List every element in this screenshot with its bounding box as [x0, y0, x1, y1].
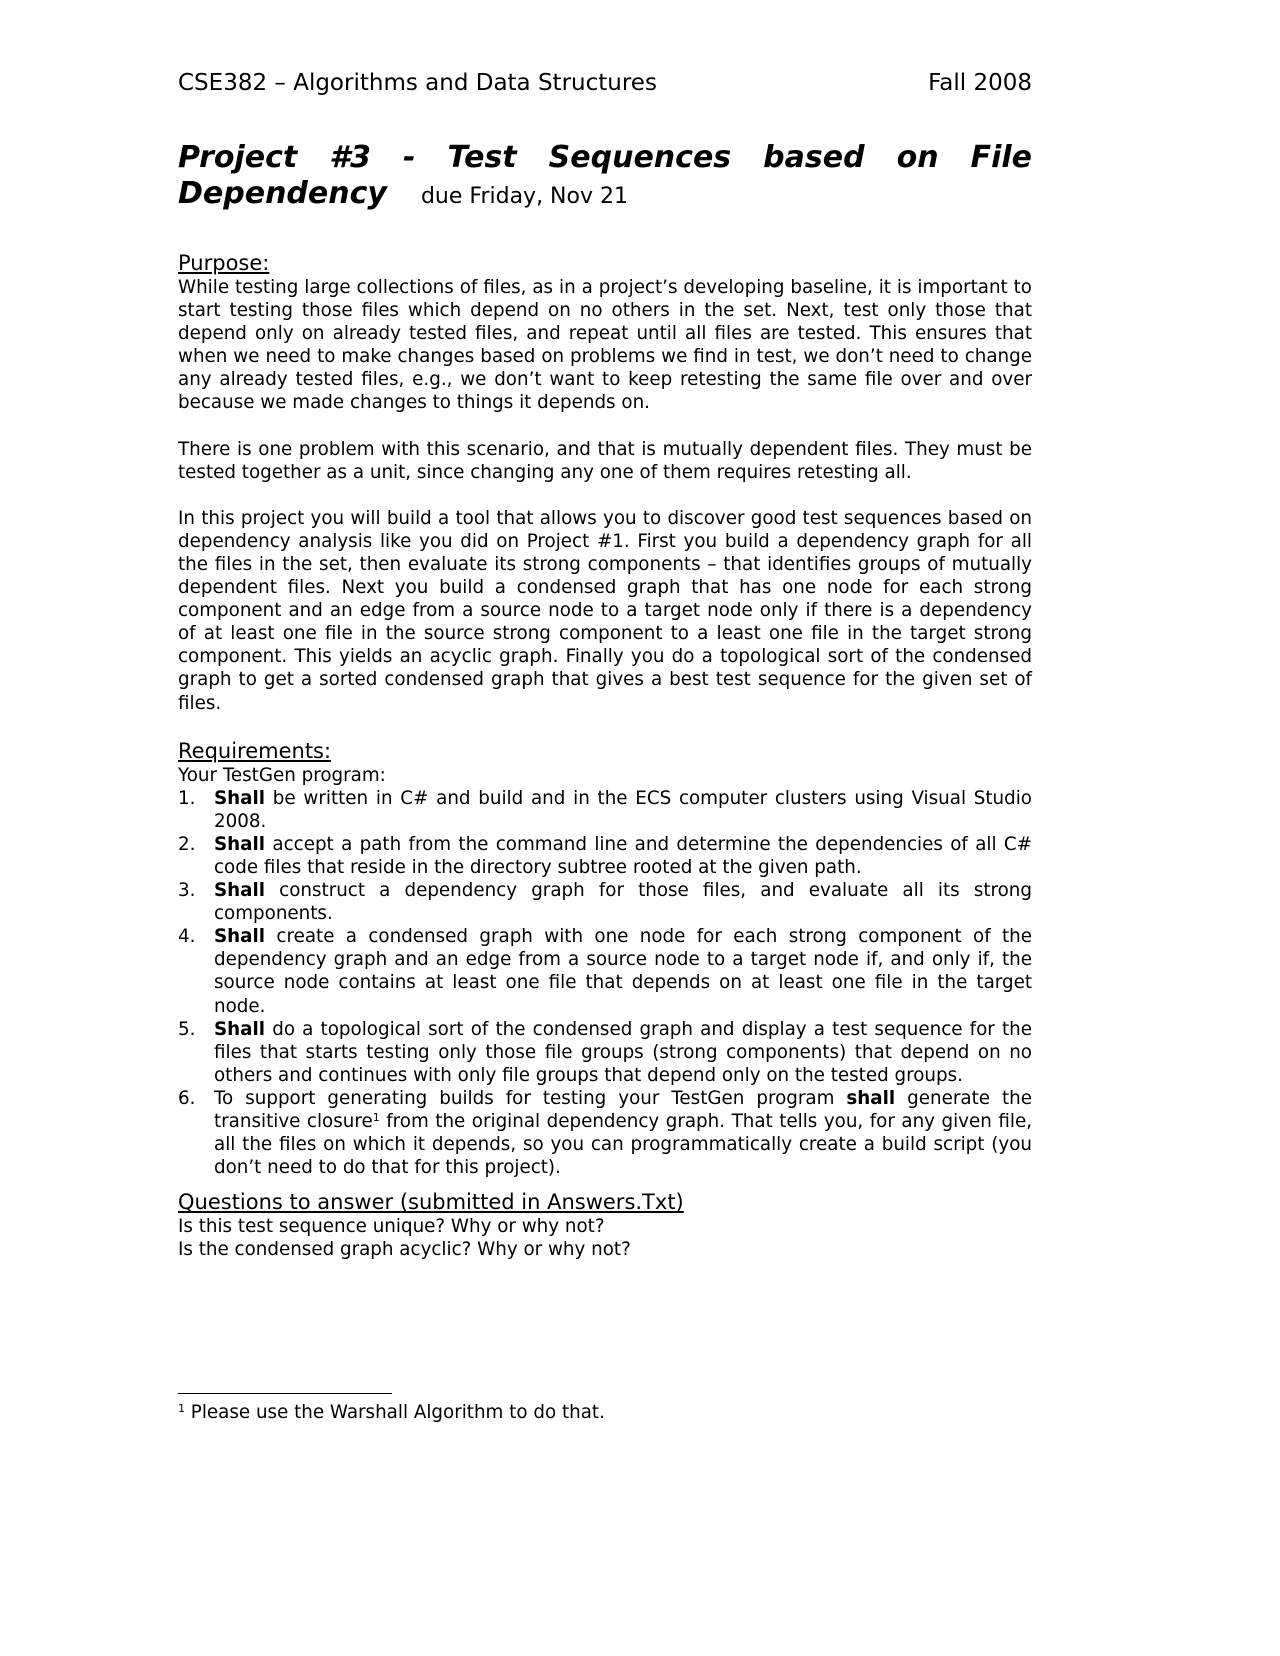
question-item: Is the condensed graph acyclic? Why or why not?: [178, 1239, 631, 1261]
course-name: CSE382 – Algorithms and Data Structures: [178, 70, 657, 96]
requirements-heading: Requirements:: [178, 738, 332, 763]
purpose-paragraph: While testing large collections of files, as in a project’s developing baseline, it is important to start testing those files which depend on no others in the set. Next, test only those that depend only on already tested files, and repeat until all files are tested. This ensures that when we need to make changes based on problems we find in test, we don’t need to change any already tested files, e.g., we don’t want to keep retesting the same file over and over because we made changes to things it depends on.: [178, 277, 1032, 414]
page-header: [178, 70, 1032, 96]
requirement-item: 5. Shall do a topological sort of the condensed graph and display a test sequence for the files that starts testing only those file groups (strong components) that depend on no others and continues with only file groups that depend only on the tested groups.: [178, 1018, 1032, 1086]
purpose-heading: Purpose:: [178, 251, 270, 275]
footnote: [178, 1402, 605, 1423]
question-item: Is this test sequence unique? Why or why not?: [178, 1216, 605, 1238]
footnote-reference[interactable]: 1: [372, 1111, 380, 1124]
requirements-intro: Your TestGen program:: [178, 764, 386, 786]
purpose-paragraph: In this project you will build a tool that allows you to discover good test sequences based on dependency analysis like you did on Project #1. First you build a dependency graph for all the files in the set, then evaluate its strong components – that identifies groups of mutually dependent files. Next you build a condensed graph that has one node for each strong component and an edge from a source node to a target node only if there is a dependency of at least one file in the source strong component to a least one file in the target strong component. This yields an acyclic graph. Finally you do a topological sort of the condensed graph to get a sorted condensed graph that gives a best test sequence for the given set of files.: [178, 507, 1032, 714]
requirement-item: 6. To support generating builds for testing your TestGen program shall generate the transitive closure$^1$ from the original dependency graph. That tells you, for any given file, all the files on which it depends, so you can programmatically create a build script (you don’t need to do that for this project).: [178, 1087, 1032, 1179]
purpose-paragraph: There is one problem with this scenario, and that is mutually dependent files. They must be tested together as a unit, since changing any one of them requires retesting all.: [178, 438, 1032, 483]
requirement-item: 2. Shall accept a path from the command line and determine the dependencies of all C# code files that reside in the directory subtree rooted at the given path.: [178, 833, 1032, 878]
term: Fall 2008: [928, 70, 1032, 96]
document-body: [178, 250, 1032, 1261]
footnote-divider: [178, 1393, 392, 1394]
requirement-item: 1. Shall be written in C# and build and in the ECS computer clusters using Visual Studio 2008.: [178, 787, 1032, 832]
requirement-item: 3. Shall construct a dependency graph for those files, and evaluate all its strong components.: [178, 880, 1032, 925]
questions-heading: Questions to answer (submitted in Answers.Txt): [178, 1190, 684, 1215]
requirements-list: [178, 787, 1032, 1180]
footnote-text: Please use the Warshall Algorithm to do that.: [185, 1402, 605, 1423]
due-date: due Friday, Nov 21: [420, 184, 628, 209]
document-title: [178, 140, 1032, 215]
title-text: Project #3 - Test Sequences based on File Dependency: [178, 140, 1032, 211]
footnote-mark: 1: [178, 1402, 185, 1415]
requirement-item: 4. Shall create a condensed graph with one node for each strong component of the dependency graph and an edge from a source node to a target node if, and only if, the source node contains at least one file that depends on at least one file in the target node.: [178, 926, 1032, 1017]
